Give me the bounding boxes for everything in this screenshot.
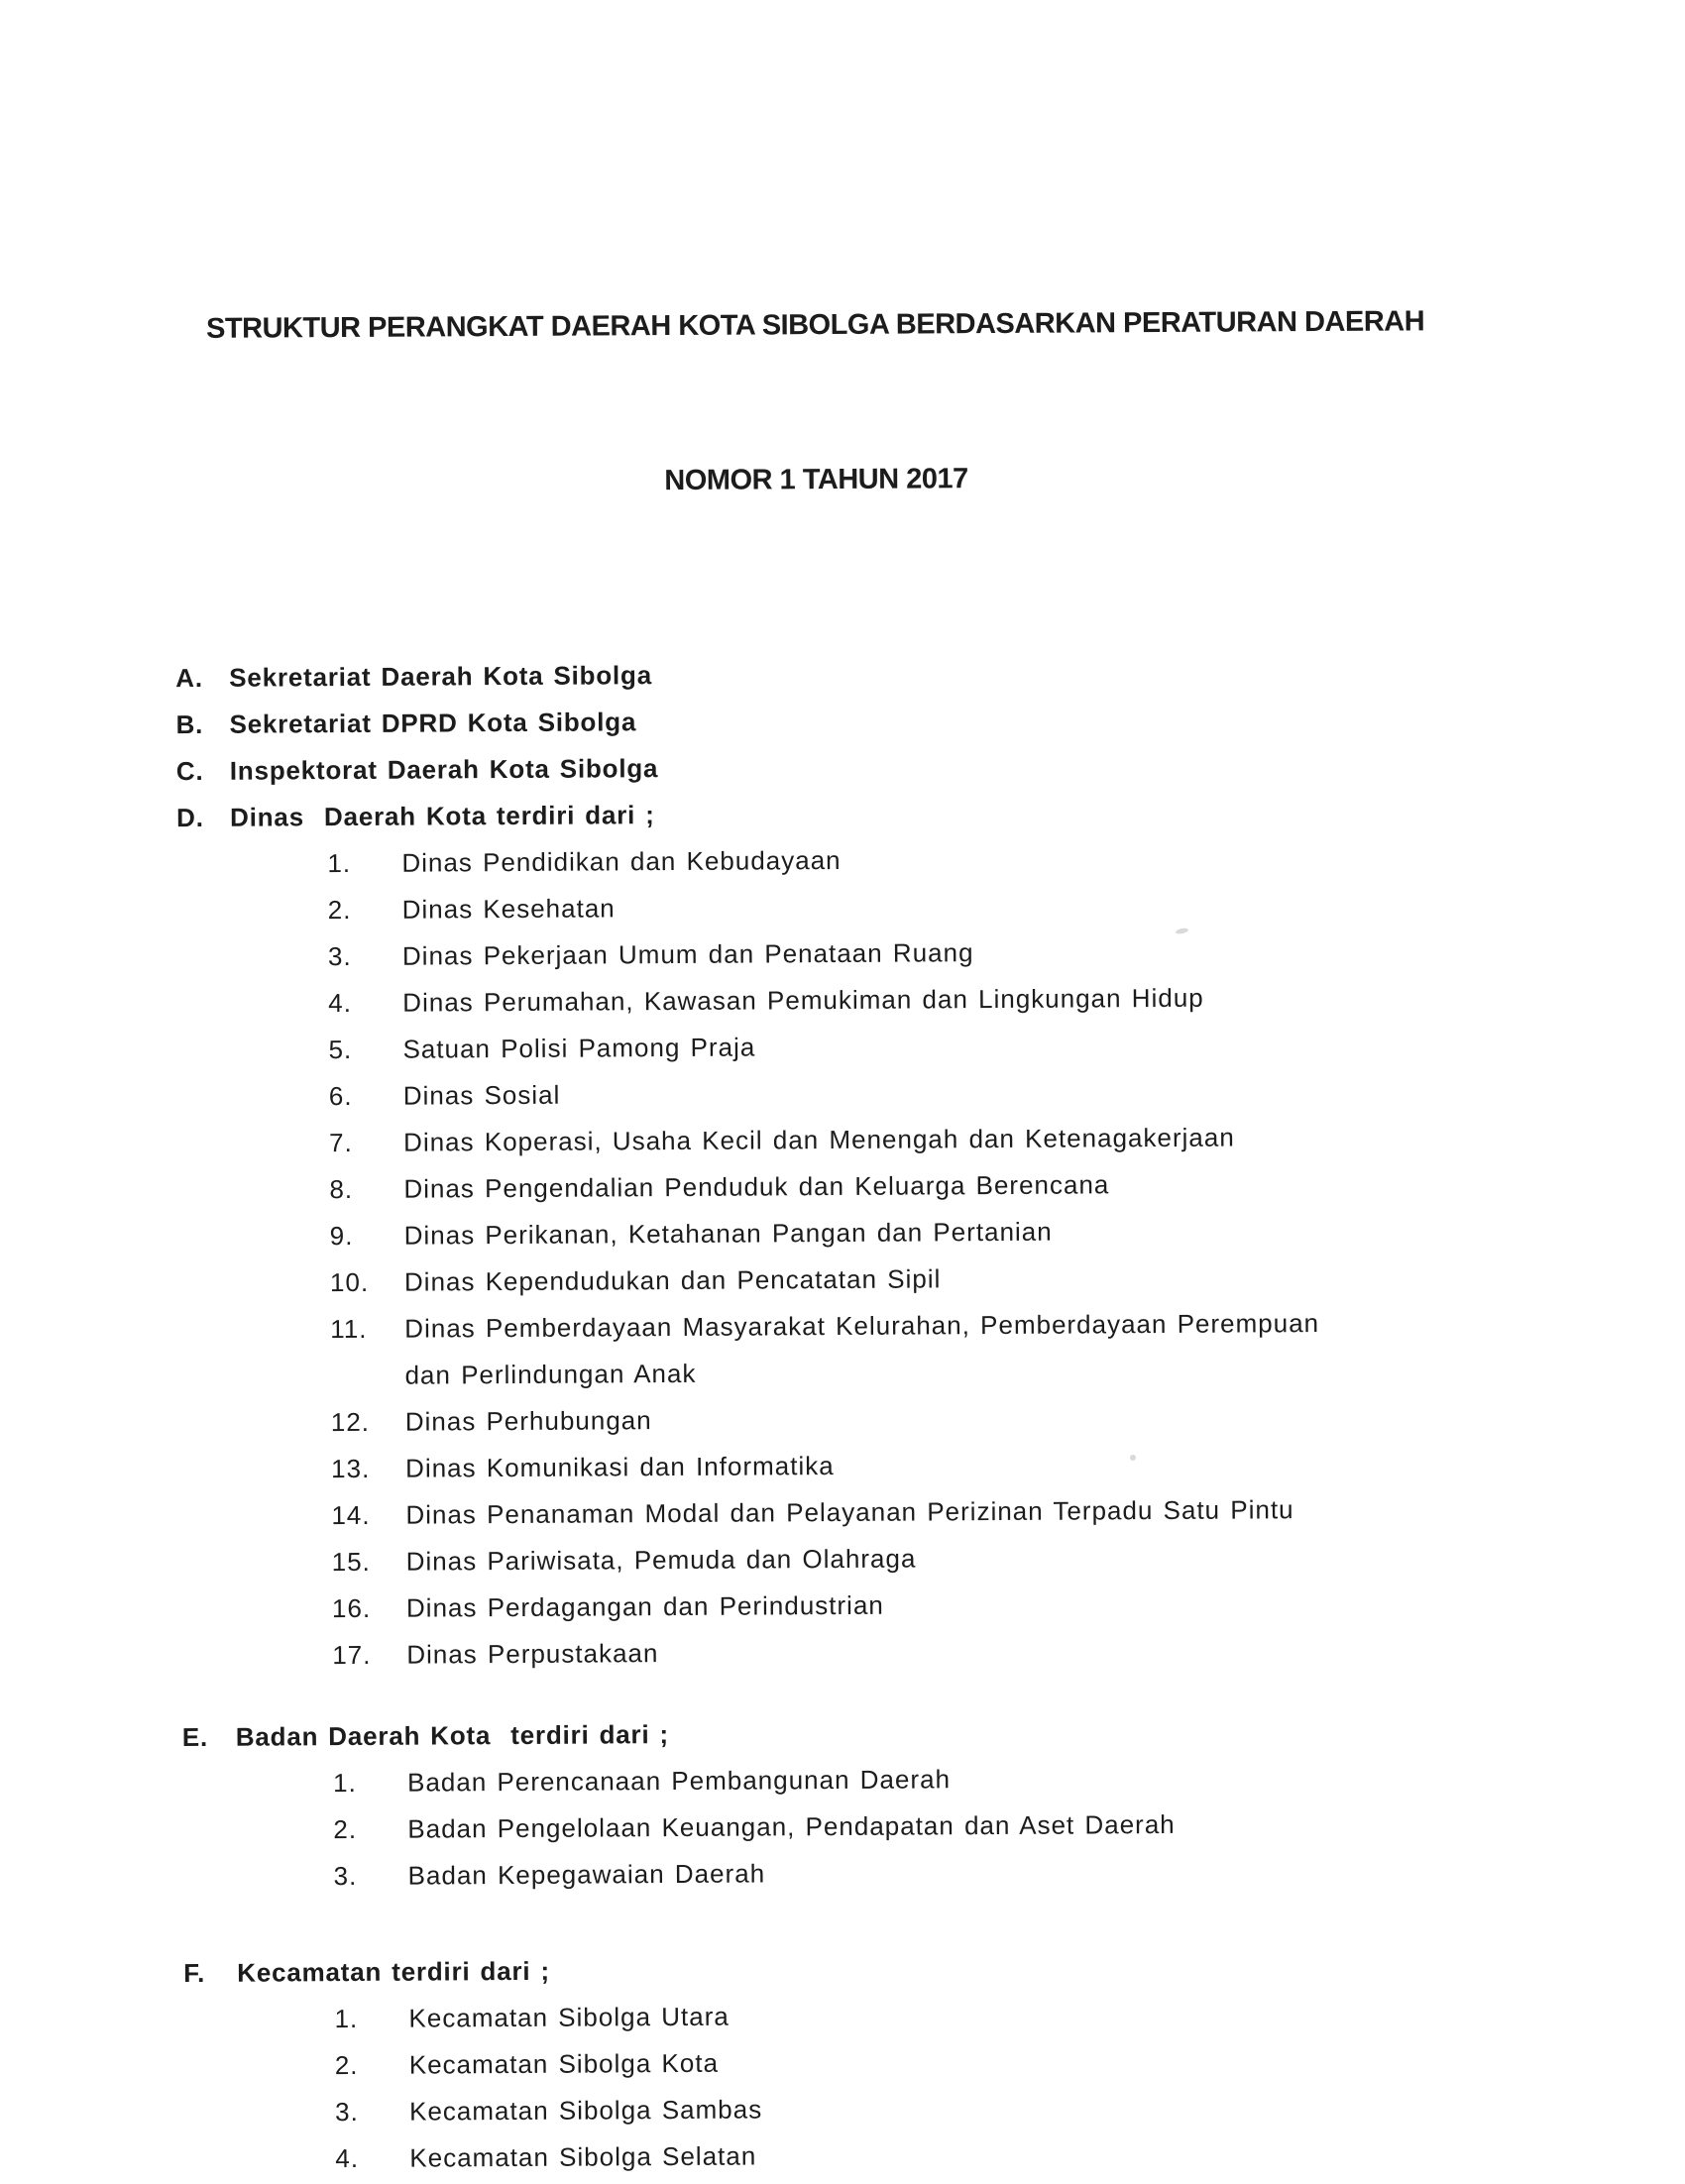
list-item-number: 4. <box>335 2142 360 2174</box>
section-b-letter: B. <box>175 709 204 740</box>
list-item-text: Dinas Koperasi, Usaha Kecil dan Menengah dan Ketenagakerjaan <box>403 1122 1235 1157</box>
section-a-letter: A. <box>175 662 203 694</box>
section-d <box>0 786 1681 1681</box>
list-item-number: 10. <box>329 1266 370 1298</box>
list-item-number: 7. <box>329 1127 353 1158</box>
list-item-number: 3. <box>327 941 352 972</box>
section-e <box>6 1705 1683 1902</box>
list-item-number: 2. <box>333 1813 358 1845</box>
list-item-number: 2. <box>334 2049 359 2081</box>
list-item-text: Kecamatan Sibolga Kota <box>408 2047 720 2080</box>
document-title <box>0 0 1675 613</box>
list-item <box>6 1845 1682 1902</box>
list-item-text: Dinas Sosial <box>402 1079 561 1111</box>
list-item-number: 11. <box>330 1313 368 1345</box>
list-item-text: Kecamatan Sibolga Utara <box>408 2001 730 2033</box>
list-item-text: Dinas Pemberdayaan Masyarakat Kelurahan, Pemberdayaan Perempuan dan Perlindungan Anak <box>404 1307 1330 1390</box>
section-d-label: Dinas Daerah Kota terdiri dari ; <box>230 800 655 832</box>
list-item-number: 4. <box>328 988 353 1019</box>
outline-list <box>0 646 1684 2184</box>
list-item-text: Badan Perencanaan Pembangunan Daerah <box>406 1764 952 1798</box>
list-item-number: 3. <box>333 1860 358 1892</box>
list-item-number: 17. <box>332 1639 372 1671</box>
list-item-text: Dinas Perdagangan dan Perindustrian <box>405 1589 884 1623</box>
list-item <box>5 1624 1681 1681</box>
section-f-letter: F. <box>183 1957 206 1989</box>
list-item-number: 16. <box>331 1592 372 1624</box>
list-item-number: 5. <box>328 1034 353 1065</box>
list-item-text: Dinas Penanaman Modal dan Pelayanan Perizinan Terpadu Satu Pintu <box>405 1494 1294 1530</box>
list-item-number: 8. <box>329 1173 354 1205</box>
list-item-text: Kecamatan Sibolga Selatan <box>409 2140 757 2173</box>
list-item-number: 14. <box>331 1499 371 1531</box>
section-d-letter: D. <box>176 802 204 833</box>
list-item-number: 3. <box>334 2096 359 2128</box>
list-item-text: Dinas Kependudukan dan Pencatatan Sipil <box>403 1263 942 1297</box>
list-item-number: 9. <box>329 1220 354 1252</box>
list-item-number: 15. <box>331 1546 371 1578</box>
list-item-number: 2. <box>327 895 352 926</box>
list-item <box>8 2128 1684 2184</box>
list-item <box>3 1298 1680 1401</box>
list-item-text: Dinas Pekerjaan Umum dan Penataan Ruang <box>401 937 974 971</box>
list-item-text: Dinas Pariwisata, Pemuda dan Olahraga <box>405 1543 917 1577</box>
list-item-text: Dinas Perumahan, Kawasan Pemukiman dan Lingkungan Hidup <box>402 982 1204 1018</box>
list-item-text: Dinas Komunikasi dan Informatika <box>405 1451 835 1483</box>
section-f <box>7 1941 1684 2184</box>
list-item-number: 6. <box>328 1080 353 1112</box>
list-item-number: 13. <box>331 1453 371 1484</box>
list-item-text: Dinas Perhubungan <box>404 1405 652 1437</box>
list-item-text: Dinas Perikanan, Ketahanan Pangan dan Pertanian <box>403 1216 1053 1251</box>
section-a-label: Sekretariat Daerah Kota Sibolga <box>229 660 653 693</box>
section-e-label: Badan Daerah Kota terdiri dari ; <box>235 1719 670 1752</box>
title-line-2: NOMOR 1 TAHUN 2017 <box>664 463 968 497</box>
list-item-number: 12. <box>330 1406 371 1438</box>
section-b-label: Sekretariat DPRD Kota Sibolga <box>229 707 637 739</box>
list-item-number: 1. <box>327 848 352 879</box>
list-item-text: Dinas Pendidikan dan Kebudayaan <box>401 844 842 878</box>
list-item-text: Satuan Polisi Pamong Praja <box>402 1032 756 1064</box>
section-e-letter: E. <box>181 1721 209 1753</box>
list-item-text: Badan Pengelolaan Keuangan, Pendapatan dan Aset Daerah <box>407 1808 1176 1844</box>
section-f-label: Kecamatan terdiri dari ; <box>237 1955 550 1988</box>
list-item-text: Kecamatan Sibolga Sambas <box>408 2094 763 2127</box>
list-item-text: Badan Kepegawaian Daerah <box>407 1858 766 1891</box>
title-line-1: STRUKTUR PERANGKAT DAERAH KOTA SIBOLGA BERDASARKAN PERATURAN DAERAH <box>205 305 1425 345</box>
section-c-letter: C. <box>175 755 204 787</box>
list-item-text: Dinas Perpustakaan <box>406 1638 659 1670</box>
list-item-text: Dinas Pengendalian Penduduk dan Keluarga Berencana <box>403 1169 1110 1204</box>
section-c-label: Inspektorat Daerah Kota Sibolga <box>229 753 659 786</box>
list-item-number: 1. <box>334 2003 359 2034</box>
list-item-text: Dinas Kesehatan <box>401 893 616 925</box>
list-item-number: 1. <box>332 1767 357 1799</box>
scan-artifact <box>1130 1455 1136 1461</box>
